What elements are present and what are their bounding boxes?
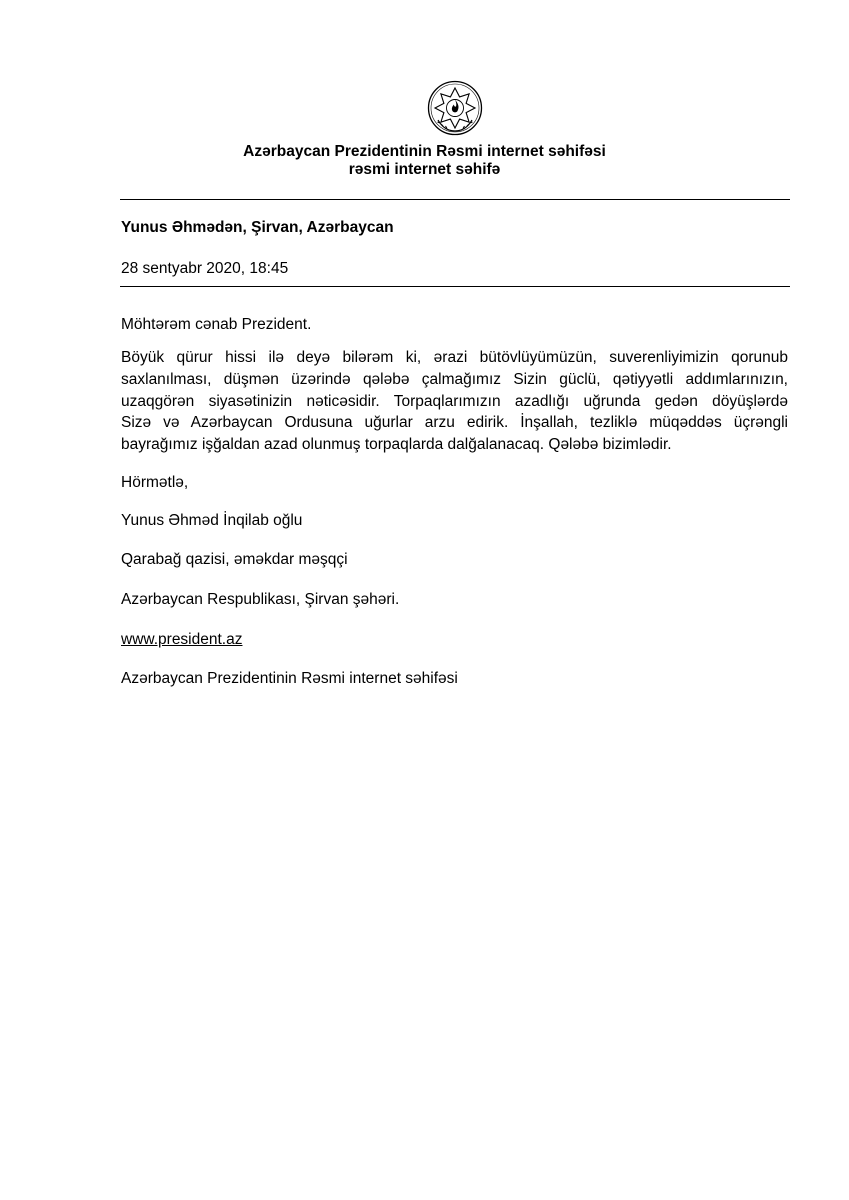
site-subtitle: rəsmi internet səhifə (348, 161, 501, 178)
president-site-link[interactable]: www.president.az (121, 631, 243, 648)
meta-divider (120, 286, 790, 287)
letter-author: Yunus Əhmədən, Şirvan, Azərbaycan (121, 219, 394, 236)
source-label: Azərbaycan Prezidentinin Rəsmi internet səhifəsi (121, 670, 458, 687)
letter-body-line: bayrağımız işğaldan azad olunmuş torpaqlarda dalğalanacaq. Qələbə bizimlədir. (121, 436, 672, 454)
signature-title: Qarabağ qazisi, əməkdar məşqçi (121, 551, 348, 568)
letter-body (121, 347, 788, 456)
letter-body-line: Sizə və Azərbaycan Ordusuna uğurlar arzu edirik. İnşallah, tezliklə müqəddəs üçrəngli (121, 414, 788, 432)
letter-body-line: saxlanılması, düşmən üzərində qələbə çalmağımız Sizin güclü, qətiyyətli addımlarınızın, (121, 370, 788, 388)
letter-closing: Hörmətlə, (121, 474, 189, 491)
letter-greeting: Möhtərəm cənab Prezident. (121, 316, 312, 333)
site-title: Azərbaycan Prezidentinin Rəsmi internet səhifəsi (243, 143, 606, 160)
header-divider (120, 199, 790, 200)
letter-datetime: 28 sentyabr 2020, 18:45 (121, 260, 289, 277)
signature-location: Azərbaycan Respublikası, Şirvan şəhəri. (121, 591, 400, 608)
letter-body-line: Böyük qürur hissi ilə deyə bilərəm ki, ərazi bütövlüyümüzün, suverenliyimizin qorunub (121, 349, 788, 366)
azerbaijan-state-emblem-icon (427, 80, 483, 136)
letter-body-line: uzaqgörən siyasətinizin nəticəsidir. Torpaqlarımızın azadlığı uğrunda gedən döyüşlərdə (121, 392, 788, 410)
signature-name: Yunus Əhməd İnqilab oğlu (121, 512, 303, 529)
